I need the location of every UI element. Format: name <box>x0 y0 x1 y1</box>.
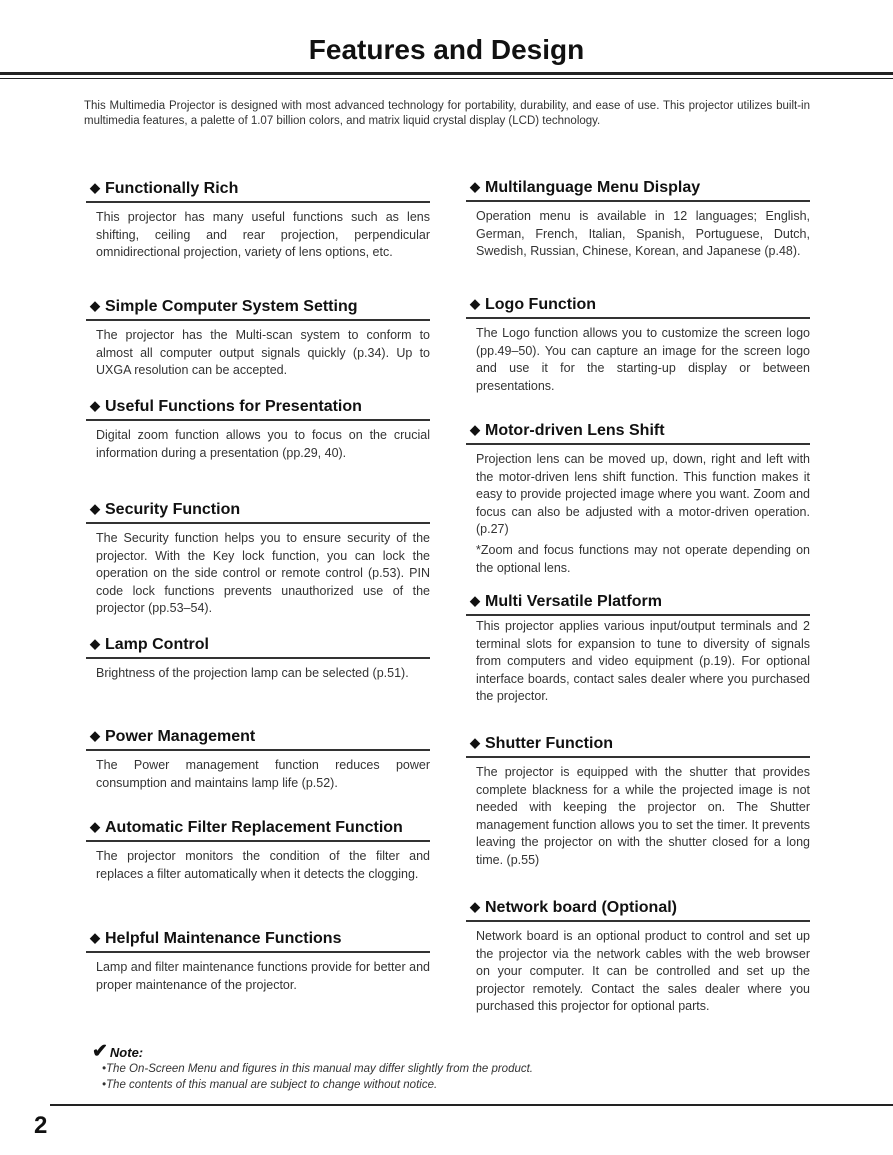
section-heading: ◆ Functionally Rich <box>86 180 430 203</box>
title-rule-thin <box>0 78 893 79</box>
page-number: 2 <box>34 1112 48 1139</box>
section-heading: ◆ Logo Function <box>466 296 810 319</box>
diamond-bullet-icon: ◆ <box>90 398 100 413</box>
diamond-bullet-icon: ◆ <box>90 298 100 313</box>
section-motor-driven-lens-shift <box>466 422 810 577</box>
diamond-bullet-icon: ◆ <box>90 636 100 651</box>
section-heading: ◆ Multilanguage Menu Display <box>466 179 810 202</box>
note-heading: ✔ Note: <box>92 1041 144 1062</box>
section-heading: ◆ Lamp Control <box>86 636 430 659</box>
section-automatic-filter-replacement <box>86 819 430 883</box>
title-rule-thick <box>0 72 893 75</box>
section-network-board <box>466 899 810 1016</box>
diamond-bullet-icon: ◆ <box>90 501 100 516</box>
section-heading: ◆ Network board (Optional) <box>466 899 810 922</box>
section-heading: ◆ Shutter Function <box>466 735 810 758</box>
section-body: Operation menu is available in 12 languages; English, German, French, Italian, Spanish, Portuguese, Dutch, Swedish, Russian, Chinese, Korean, and Japanese (p.48). <box>476 209 810 259</box>
diamond-bullet-icon: ◆ <box>470 735 480 750</box>
diamond-bullet-icon: ◆ <box>90 728 100 743</box>
section-body: Digital zoom function allows you to focus on the crucial information during a presentation (pp.29, 40). <box>96 428 430 460</box>
section-body: This projector applies various input/output terminals and 2 terminal slots for expansion to tune to diversity of signals from computers and video equipment (p.19). For optional interface boards, contact sales dealer where you purchased the projector. <box>476 619 810 704</box>
page-title: Features and Design <box>308 34 585 65</box>
section-body: The projector is equipped with the shutter that provides complete blackness for a while the projected image is not needed with keeping the projector on. The Shutter management function allows you to set the timer. It prevents leaving the projector on with the shutter closed for a long time. (p.55) <box>476 765 810 867</box>
section-functionally-rich <box>86 180 430 262</box>
diamond-bullet-icon: ◆ <box>470 422 480 437</box>
section-heading: ◆ Multi Versatile Platform <box>466 593 810 616</box>
section-heading: ◆ Motor-driven Lens Shift <box>466 422 810 445</box>
diamond-bullet-icon: ◆ <box>470 179 480 194</box>
section-heading: ◆ Simple Computer System Setting <box>86 298 430 321</box>
section-lamp-control <box>86 636 430 683</box>
section-body: This projector has many useful functions such as lens shifting, ceiling and rear projection, perpendicular omnidirectional projection, variety of lens options, etc. <box>96 210 430 260</box>
section-multilanguage-menu <box>466 179 810 261</box>
checkmark-icon: ✔ <box>92 1041 108 1062</box>
footer-rule <box>50 1104 893 1106</box>
section-heading: ◆ Automatic Filter Replacement Function <box>86 819 430 842</box>
note-item: •The On-Screen Menu and figures in this manual may differ slightly from the product. <box>102 1063 534 1075</box>
section-power-management <box>86 728 430 792</box>
section-multi-versatile-platform <box>466 593 810 706</box>
note-item: •The contents of this manual are subject to change without notice. <box>102 1079 438 1091</box>
section-body: The projector monitors the condition of the filter and replaces a filter automatically when it detects the clogging. <box>96 849 430 881</box>
section-body: The projector has the Multi-scan system to conform to almost all computer output signals quickly (p.34). Up to UXGA resolution can be accepted. <box>96 328 430 378</box>
section-heading: ◆ Security Function <box>86 501 430 524</box>
section-heading: ◆ Useful Functions for Presentation <box>86 398 430 421</box>
section-body: Network board is an optional product to control and set up the projector via the network cables with the web browser on your computer. It can be controlled and set up the projector remotely. Contact the sales dealer where you purchased this projector for optional parts. <box>476 929 810 1014</box>
section-body: Lamp and filter maintenance functions provide for better and proper maintenance of the projector. <box>96 960 430 992</box>
diamond-bullet-icon: ◆ <box>470 593 480 608</box>
diamond-bullet-icon: ◆ <box>90 180 100 195</box>
diamond-bullet-icon: ◆ <box>90 930 100 945</box>
section-heading: ◆ Power Management <box>86 728 430 751</box>
diamond-bullet-icon: ◆ <box>470 899 480 914</box>
section-body: Projection lens can be moved up, down, right and left with the motor-driven lens shift function. This function makes it easy to provide projected image where you want. Zoom and focus can also be adjusted with a motor-driven operation. (p.27) <box>476 452 810 537</box>
diamond-bullet-icon: ◆ <box>470 296 480 311</box>
section-shutter-function <box>466 735 810 870</box>
section-body: The Security function helps you to ensure security of the projector. With the Key lock function, you can lock the operation on the side control or remote control (p.53). PIN code lock functions prevents unauthorized use of the projector (pp.53–54). <box>96 531 430 616</box>
section-simple-computer-system-setting <box>86 298 430 380</box>
section-helpful-maintenance <box>86 930 430 994</box>
diamond-bullet-icon: ◆ <box>90 819 100 834</box>
section-heading: ◆ Helpful Maintenance Functions <box>86 930 430 953</box>
section-body: The Logo function allows you to customize the screen logo (pp.49–50). You can capture an image for the screen logo and use it for the starting-up display or between presentations. <box>476 326 810 393</box>
section-security-function <box>86 501 430 618</box>
section-logo-function <box>466 296 810 395</box>
section-useful-functions-presentation <box>86 398 430 462</box>
intro-paragraph: This Multimedia Projector is designed with most advanced technology for portability, durability, and ease of use. This projector utilizes built-in multimedia features, a palette of 1.07 billion colors, and matrix liquid crystal display (LCD) technology. <box>84 100 810 127</box>
section-body: Brightness of the projection lamp can be selected (p.51). <box>96 666 409 680</box>
section-body: The Power management function reduces power consumption and maintains lamp life (p.52). <box>96 758 430 790</box>
section-footnote: *Zoom and focus functions may not operate depending on the optional lens. <box>476 542 810 575</box>
